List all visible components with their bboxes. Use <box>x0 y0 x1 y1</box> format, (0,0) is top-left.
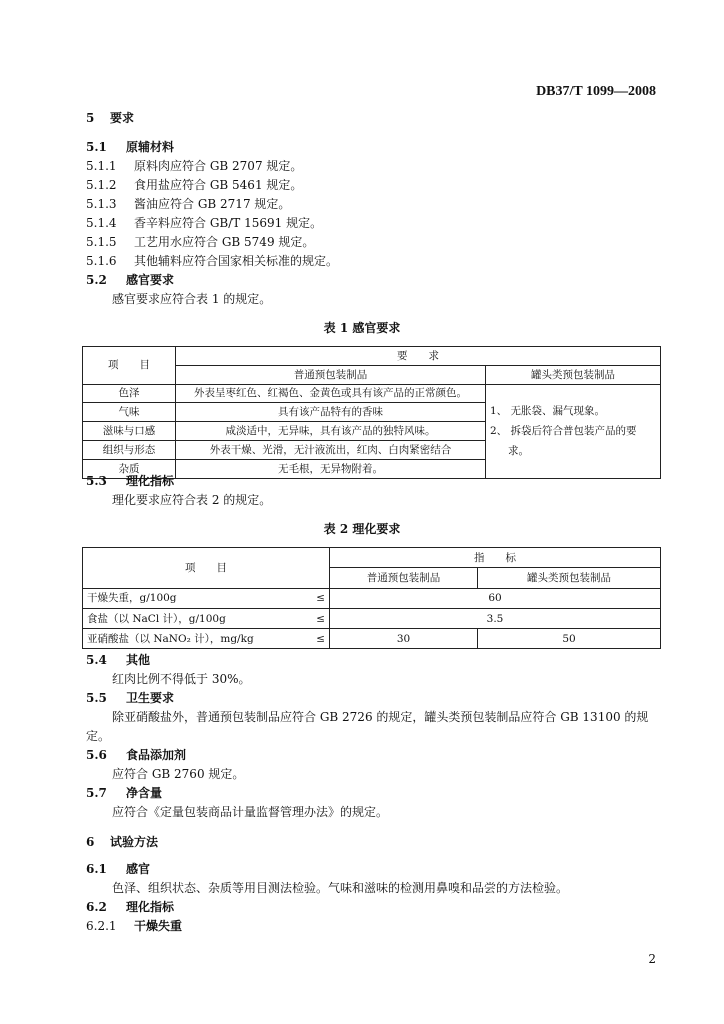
clause-5-1-5 <box>86 234 314 250</box>
section-5-1-heading <box>86 139 174 155</box>
clause-number: 5.1.4 <box>86 216 117 230</box>
document-id: DB37/T 1099—2008 <box>536 84 656 99</box>
section-number: 5.2 <box>86 273 107 287</box>
clause-number: 5.1.2 <box>86 178 117 192</box>
table-2-caption: 表 2 理化要求 <box>323 522 401 536</box>
table-cell-canned-requirements <box>486 384 661 478</box>
table-row <box>83 629 661 649</box>
section-title: 理化指标 <box>126 900 175 914</box>
table-header-item: 项 目 <box>83 347 176 385</box>
table-cell-item <box>83 588 330 608</box>
table-cell-item: 组织与形态 <box>83 440 176 459</box>
clause-5-1-1 <box>86 158 302 174</box>
section-number: 5.5 <box>86 691 107 705</box>
section-5-2-body: 感官要求应符合表 1 的规定。 <box>112 292 272 306</box>
section-5-heading <box>86 110 134 126</box>
clause-number: 5.1.1 <box>86 159 117 173</box>
section-5-2-heading <box>86 272 174 288</box>
table-row <box>83 384 661 403</box>
section-number: 5.4 <box>86 653 107 667</box>
section-number: 6.2 <box>86 900 107 914</box>
canned-requirement-1: 1、 无胀袋、漏气现象。 <box>490 405 606 418</box>
clause-number: 6.2.1 <box>86 919 117 933</box>
section-number: 5.7 <box>86 786 107 800</box>
table-cell-item <box>83 629 330 649</box>
table-header-regular: 普通预包装制品 <box>176 365 486 384</box>
clause-number: 5.1.6 <box>86 254 117 268</box>
table-row <box>83 588 661 608</box>
section-title: 理化指标 <box>126 474 175 488</box>
clause-number: 5.1.5 <box>86 235 117 249</box>
table-cell-regular: 外表呈枣红色、红褐色、金黄色或具有该产品的正常颜色。 <box>176 384 486 403</box>
section-number: 6.1 <box>86 862 107 876</box>
table-cell-regular: 无毛根，无异物附着。 <box>176 459 486 478</box>
section-5-6-body: 应符合 GB 2760 规定。 <box>112 767 245 781</box>
canned-requirement-2: 2、 拆袋后符合普包装产品的要求。 <box>490 425 637 458</box>
section-title: 要求 <box>110 111 135 125</box>
clause-text: 香辛料应符合 GB/T 15691 规定。 <box>134 216 323 230</box>
clause-5-1-6 <box>86 253 338 269</box>
item-label: 亚硝酸盐（以 NaNO₂ 计），mg/kg <box>87 632 254 645</box>
section-title: 试验方法 <box>110 835 159 849</box>
le-sign: ≤ <box>316 632 325 645</box>
section-5-7-heading <box>86 785 162 801</box>
clause-5-1-4 <box>86 215 322 231</box>
section-6-2-heading <box>86 899 174 915</box>
table-cell-item <box>83 608 330 628</box>
section-6-1-heading <box>86 861 150 877</box>
clause-text: 酱油应符合 GB 2717 规定。 <box>134 197 291 211</box>
clause-text: 其他辅料应符合国家相关标准的规定。 <box>134 254 339 268</box>
section-title: 原辅材料 <box>126 140 175 154</box>
clause-text: 干燥失重 <box>134 919 183 933</box>
table-header-canned: 罐头类预包装制品 <box>478 568 661 588</box>
table-cell-item: 杂质 <box>83 459 176 478</box>
section-5-4-body: 红肉比例不得低于 30%。 <box>112 672 251 686</box>
table-header-requirement: 要 求 <box>176 347 661 366</box>
table-cell-item: 气味 <box>83 403 176 422</box>
clause-text: 原料肉应符合 GB 2707 规定。 <box>134 159 303 173</box>
table-cell-regular: 具有该产品特有的香味 <box>176 403 486 422</box>
clause-5-1-2 <box>86 177 302 193</box>
section-title: 净含量 <box>126 786 163 800</box>
table-header-canned: 罐头类预包装制品 <box>486 365 661 384</box>
table-1-sensory <box>82 346 661 479</box>
section-6-1-body: 色泽、组织状态、杂质等用目测法检验。气味和滋味的检测用鼻嗅和品尝的方法检验。 <box>112 881 569 895</box>
clause-text: 食用盐应符合 GB 5461 规定。 <box>134 178 303 192</box>
item-label: 食盐（以 NaCl 计），g/100g <box>87 612 226 625</box>
le-sign: ≤ <box>316 592 325 605</box>
section-number: 5.6 <box>86 748 107 762</box>
section-title: 感官 <box>126 862 151 876</box>
table-cell-item: 滋味与口感 <box>83 422 176 441</box>
section-number: 6 <box>86 835 95 849</box>
table-cell-regular: 外表干燥、光滑，无汁液流出，红肉、白肉紧密结合 <box>176 440 486 459</box>
section-5-3-body: 理化要求应符合表 2 的规定。 <box>112 493 272 507</box>
section-title: 感官要求 <box>126 273 175 287</box>
section-number: 5.1 <box>86 140 107 154</box>
section-title: 卫生要求 <box>126 691 175 705</box>
section-5-4-heading <box>86 652 150 668</box>
table-cell-canned: 50 <box>478 629 661 649</box>
clause-5-1-3 <box>86 196 290 212</box>
table-cell-regular: 30 <box>330 629 478 649</box>
table-cell-value: 60 <box>330 588 661 608</box>
table-cell-regular: 咸淡适中，无异味，具有该产品的独特风味。 <box>176 422 486 441</box>
item-label: 干燥失重，g/100g <box>87 592 177 605</box>
clause-number: 5.1.3 <box>86 197 117 211</box>
table-row <box>83 608 661 628</box>
section-5-6-heading <box>86 747 186 763</box>
table-header-index: 指 标 <box>330 548 661 568</box>
page-number: 2 <box>648 952 656 966</box>
table-cell-item: 色泽 <box>83 384 176 403</box>
section-number: 5 <box>86 111 95 125</box>
section-title: 其他 <box>126 653 151 667</box>
section-6-heading <box>86 834 158 850</box>
section-5-5-body-continued: 定。 <box>86 729 111 743</box>
section-number: 5.3 <box>86 474 107 488</box>
table-2-physicochemical <box>82 547 661 649</box>
section-5-5-heading <box>86 690 174 706</box>
section-title: 食品添加剂 <box>126 748 187 762</box>
clause-6-2-1 <box>86 918 182 934</box>
table-header-regular: 普通预包装制品 <box>330 568 478 588</box>
table-header-item: 项 目 <box>83 548 330 589</box>
table-cell-value: 3.5 <box>330 608 661 628</box>
table-1-caption: 表 1 感官要求 <box>323 321 401 335</box>
clause-text: 工艺用水应符合 GB 5749 规定。 <box>134 235 315 249</box>
le-sign: ≤ <box>316 612 325 625</box>
section-5-3-heading <box>86 473 174 489</box>
section-5-5-body: 除亚硝酸盐外，普通预包装制品应符合 GB 2726 的规定，罐头类预包装制品应符合 GB 13100 的规 <box>112 710 649 724</box>
section-5-7-body: 应符合《定量包装商品计量监督管理办法》的规定。 <box>112 805 389 819</box>
